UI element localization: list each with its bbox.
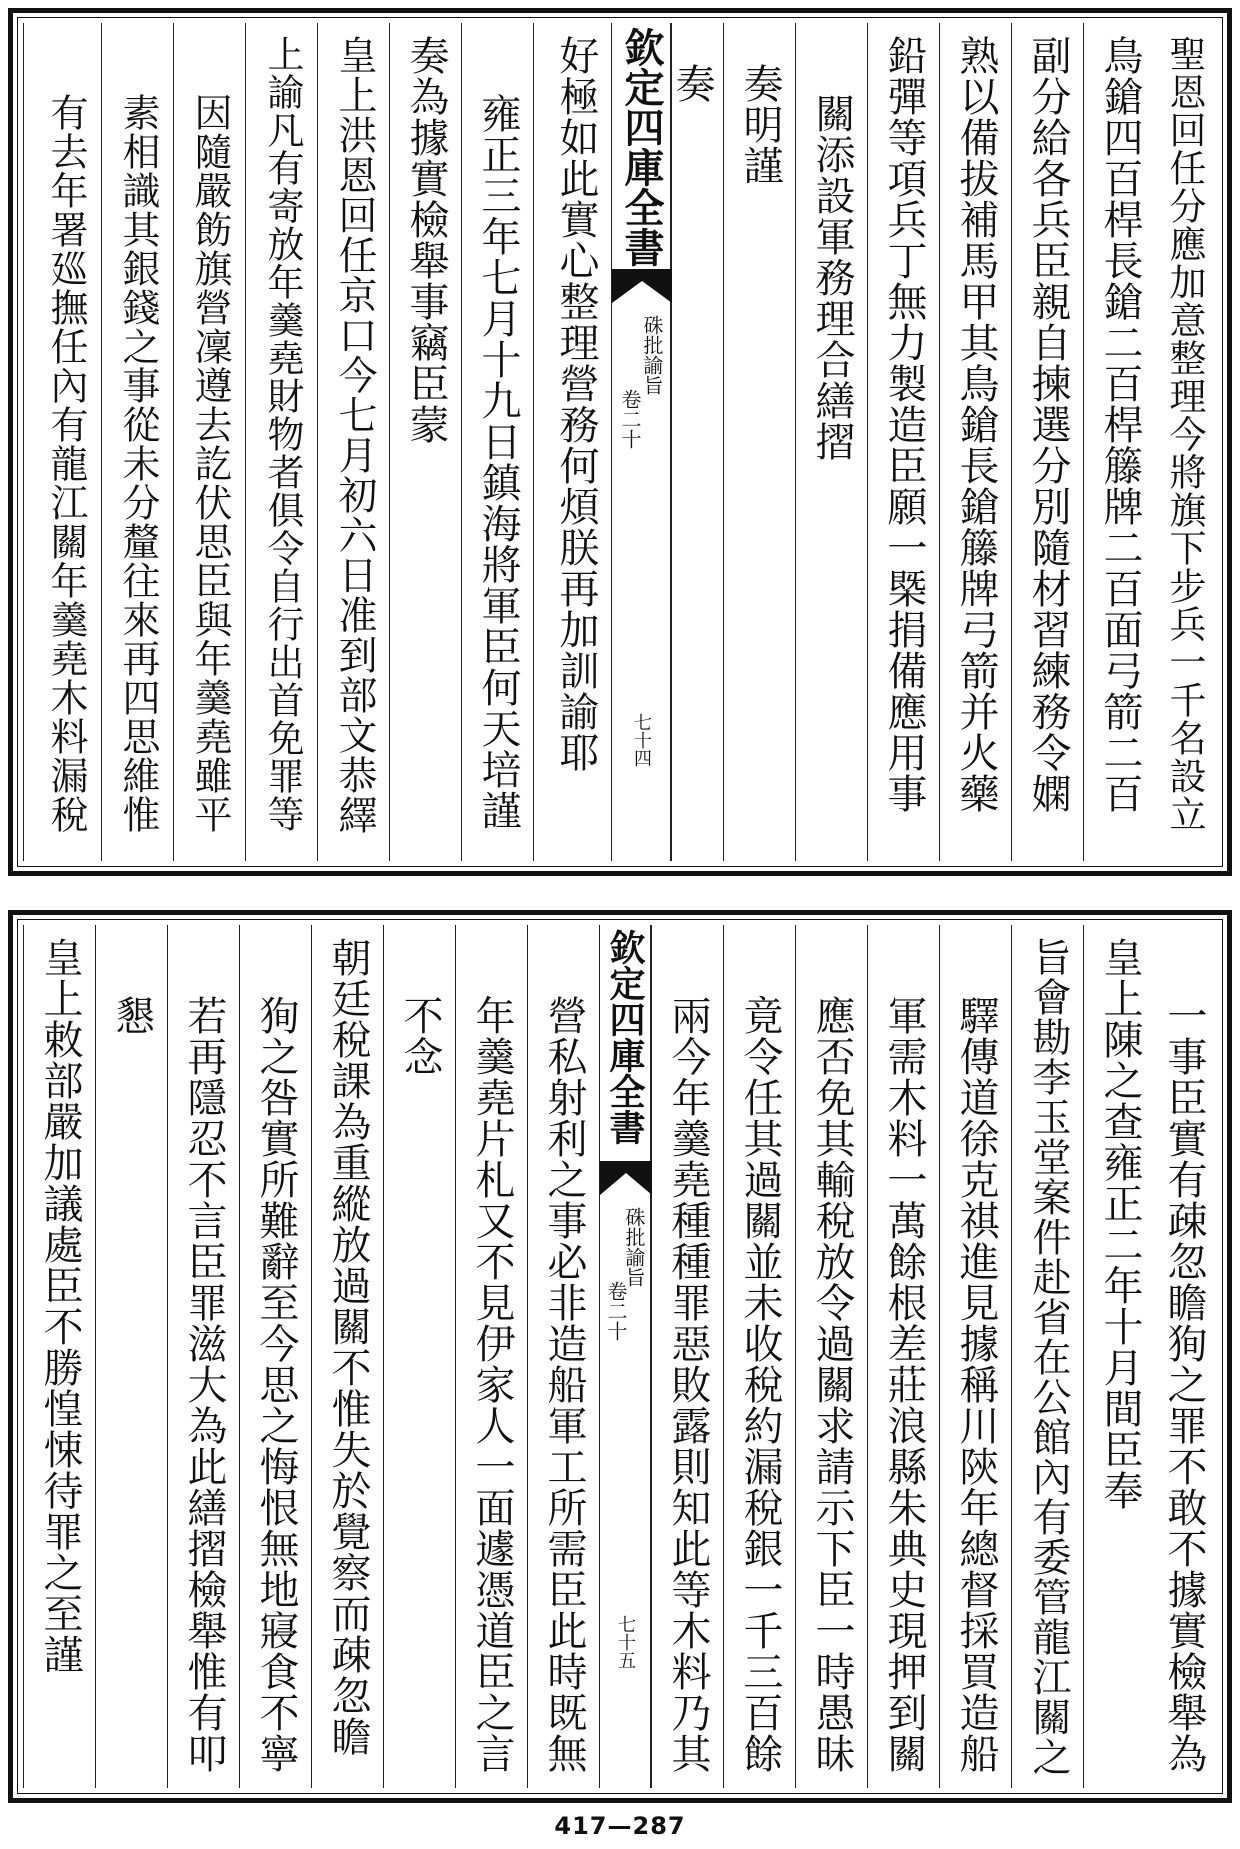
- column-text: 雍正三年七月十九日鎮海將軍臣何天培謹: [475, 93, 521, 831]
- text-column: [311, 925, 383, 1788]
- column-text: 一事臣實有疎忽瞻狥之罪不敢不據實檢舉為: [1161, 995, 1207, 1774]
- column-text: 好極如此實心整理營務何煩朕再加訓諭耶: [553, 35, 599, 773]
- text-column: [1083, 925, 1155, 1788]
- text-column: [795, 925, 867, 1788]
- column-text: 素相識其銀錢之事從未分釐往來再四思維惟: [116, 93, 160, 834]
- text-column: [533, 23, 611, 861]
- column-text: 旨會勘李玉堂案件赴省在公館內有委管龍江關之: [1026, 937, 1071, 1777]
- column-text: 年羹堯片札又不見伊家人一面遽憑道臣之言: [469, 995, 515, 1774]
- leaf-number: 七十五: [615, 1615, 636, 1669]
- column-text: 奏明謹: [737, 63, 783, 186]
- center-strip: [599, 925, 651, 1788]
- text-column: [671, 23, 723, 861]
- column-text: 有去年署廵撫任內有龍江關年羹堯木料漏稅: [44, 93, 88, 834]
- text-column: [1155, 23, 1219, 861]
- book-subtitle: 硃批諭旨: [622, 1207, 646, 1287]
- text-column: [173, 23, 245, 861]
- text-column: [867, 23, 939, 861]
- text-column: [527, 925, 599, 1788]
- column-text: 兩今年羹堯種種罪惡敗露則知此等木料乃其: [665, 995, 711, 1774]
- text-column: [1155, 925, 1219, 1788]
- column-text: 皇上洪恩回任京口今七月初六日准到部文恭繹: [332, 35, 377, 835]
- text-column: [101, 23, 173, 861]
- column-text: 應否免其輸稅放令過關求請示下臣一時愚昧: [809, 995, 855, 1774]
- column-text: 熟以備拔補馬甲其鳥鎗長鎗籐牌弓箭并火藥: [953, 35, 999, 814]
- column-text: 若再隱忍不言臣罪滋大為此繕摺檢舉惟有叩: [181, 995, 227, 1774]
- column-text: 朝廷稅課為重縱放過關不惟失於覺察而疎忽瞻: [325, 937, 371, 1757]
- column-text: 奏: [669, 63, 715, 104]
- text-column: [461, 23, 533, 861]
- text-column: [239, 925, 311, 1788]
- column-text: 上諭凡有寄放年羹堯財物者俱令自行出首免罪等: [261, 35, 304, 833]
- column-text: 關添設軍務理合繕摺: [809, 93, 855, 462]
- column-text: 懇: [109, 995, 155, 1036]
- fishtail-mark-icon: [612, 269, 672, 303]
- text-column: [1011, 925, 1083, 1788]
- text-column: [95, 925, 167, 1788]
- book-subtitle: 硃批諭旨: [640, 315, 664, 395]
- column-text: 不念: [397, 995, 443, 1077]
- text-column: [23, 23, 101, 861]
- column-text: 鳥鎗四百桿長鎗二百桿籐牌二百面弓箭二百: [1097, 35, 1143, 814]
- text-column: [939, 925, 1011, 1788]
- center-strip: [611, 23, 671, 861]
- text-column: [723, 23, 795, 861]
- page-reference: 417—287: [554, 1812, 686, 1840]
- column-text: 奏為據實檢舉事竊臣蒙: [403, 35, 449, 445]
- text-column: [939, 23, 1011, 861]
- text-column: [867, 925, 939, 1788]
- column-text: 副分給各兵臣親自揀選分別隨材習練務令嫻: [1025, 35, 1071, 814]
- column-text: 因隨嚴飭旗營凜遵去訖伏思臣與年羹堯雖平: [188, 93, 232, 834]
- column-text: 皇上陳之查雍正二年十月間臣奉: [1097, 937, 1143, 1511]
- text-column: [167, 925, 239, 1788]
- column-text: 鉛彈等項兵丁無力製造臣願一槩捐備應用事: [881, 35, 927, 814]
- bottom-page: [8, 910, 1232, 1803]
- text-column: [245, 23, 317, 861]
- text-column: [317, 23, 389, 861]
- text-column: [795, 23, 867, 861]
- top-page: [8, 8, 1232, 876]
- text-column: [651, 925, 723, 1788]
- text-column: [1083, 23, 1155, 861]
- text-column: [389, 23, 461, 861]
- text-column: [383, 925, 455, 1788]
- volume-label: 卷二十: [618, 389, 642, 449]
- column-text: 竟令任其過關並未收稅約漏稅銀一千三百餘: [737, 995, 783, 1774]
- book-title: 欽定四庫全書: [604, 929, 646, 1145]
- text-column: [455, 925, 527, 1788]
- text-column: [1011, 23, 1083, 861]
- column-text: 驛傳道徐克祺進見據稱川陝年總督採買造船: [953, 995, 999, 1774]
- fishtail-mark-icon: [600, 1161, 652, 1195]
- column-text: 營私射利之事必非造船軍工所需臣此時既無: [541, 995, 587, 1774]
- volume-label: 卷二十: [604, 1281, 628, 1341]
- leaf-number: 七十四: [631, 713, 652, 767]
- text-column: [723, 925, 795, 1788]
- column-text: 聖恩回任分應加意整理今將旗下步兵一千名設立: [1163, 35, 1206, 833]
- column-text: 狥之咎實所難辭至今思之悔恨無地寢食不寧: [253, 995, 299, 1774]
- book-title: 欽定四庫全書: [618, 27, 665, 267]
- column-text: 軍需木料一萬餘根差莊浪縣朱典史現押到關: [881, 995, 927, 1774]
- column-text: 皇上敕部嚴加議處臣不勝惶悚待罪之至謹: [37, 937, 83, 1675]
- text-column: [23, 925, 95, 1788]
